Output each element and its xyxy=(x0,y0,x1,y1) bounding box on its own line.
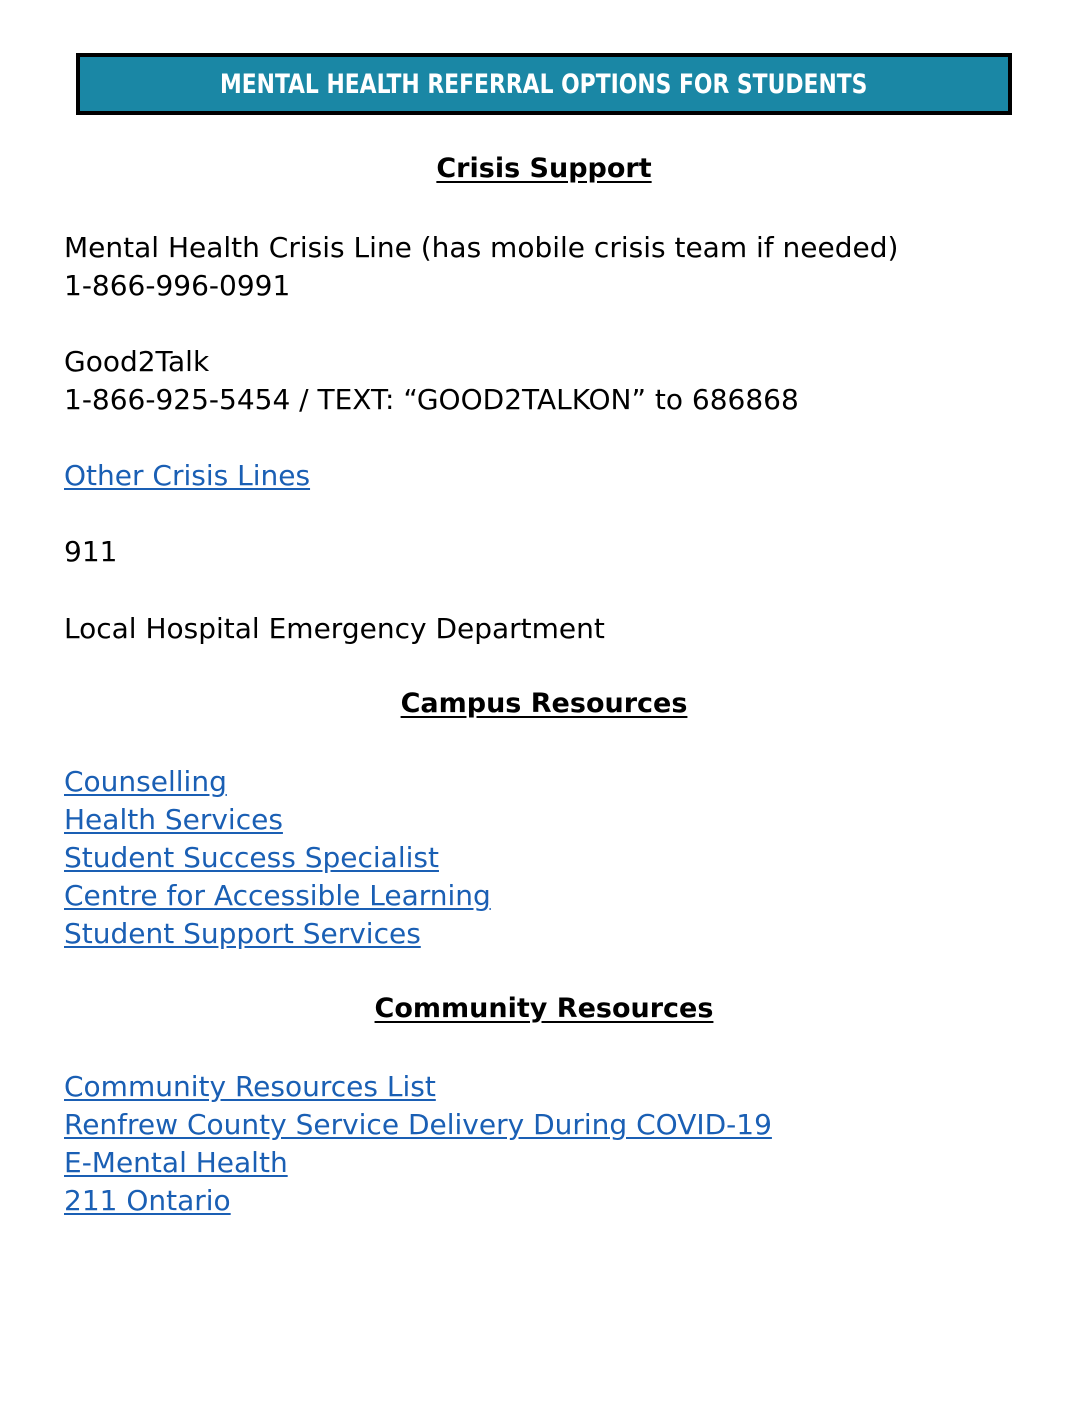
good2talk-contact: 1-866-925-5454 / TEXT: “GOOD2TALKON” to 686868 xyxy=(64,383,799,416)
renfrew-covid-link[interactable]: Renfrew County Service Delivery During COVID-19 xyxy=(64,1108,772,1141)
community-resources-heading: Community Resources xyxy=(374,993,714,1024)
community-resources-list-link[interactable]: Community Resources List xyxy=(64,1070,436,1103)
student-support-services-link[interactable]: Student Support Services xyxy=(64,917,421,950)
e-mental-health-link[interactable]: E-Mental Health xyxy=(64,1146,288,1179)
hospital-emergency: Local Hospital Emergency Department xyxy=(64,612,605,645)
health-services-link[interactable]: Health Services xyxy=(64,803,283,836)
page-title: MENTAL HEALTH REFERRAL OPTIONS FOR STUDENTS xyxy=(220,68,868,100)
crisis-line-name: Mental Health Crisis Line (has mobile crisis team if needed) xyxy=(64,231,899,264)
accessible-learning-link[interactable]: Centre for Accessible Learning xyxy=(64,879,491,912)
good2talk-name: Good2Talk xyxy=(64,345,210,378)
crisis-line-phone: 1-866-996-0991 xyxy=(64,269,291,302)
emergency-number: 911 xyxy=(64,535,118,568)
student-success-specialist-link[interactable]: Student Success Specialist xyxy=(64,841,439,874)
211-ontario-link[interactable]: 211 Ontario xyxy=(64,1184,231,1217)
title-banner xyxy=(76,53,1012,115)
counselling-link[interactable]: Counselling xyxy=(64,765,227,798)
campus-resources-heading: Campus Resources xyxy=(400,688,688,719)
crisis-support-heading: Crisis Support xyxy=(436,153,652,184)
other-crisis-lines-link[interactable]: Other Crisis Lines xyxy=(64,459,311,492)
